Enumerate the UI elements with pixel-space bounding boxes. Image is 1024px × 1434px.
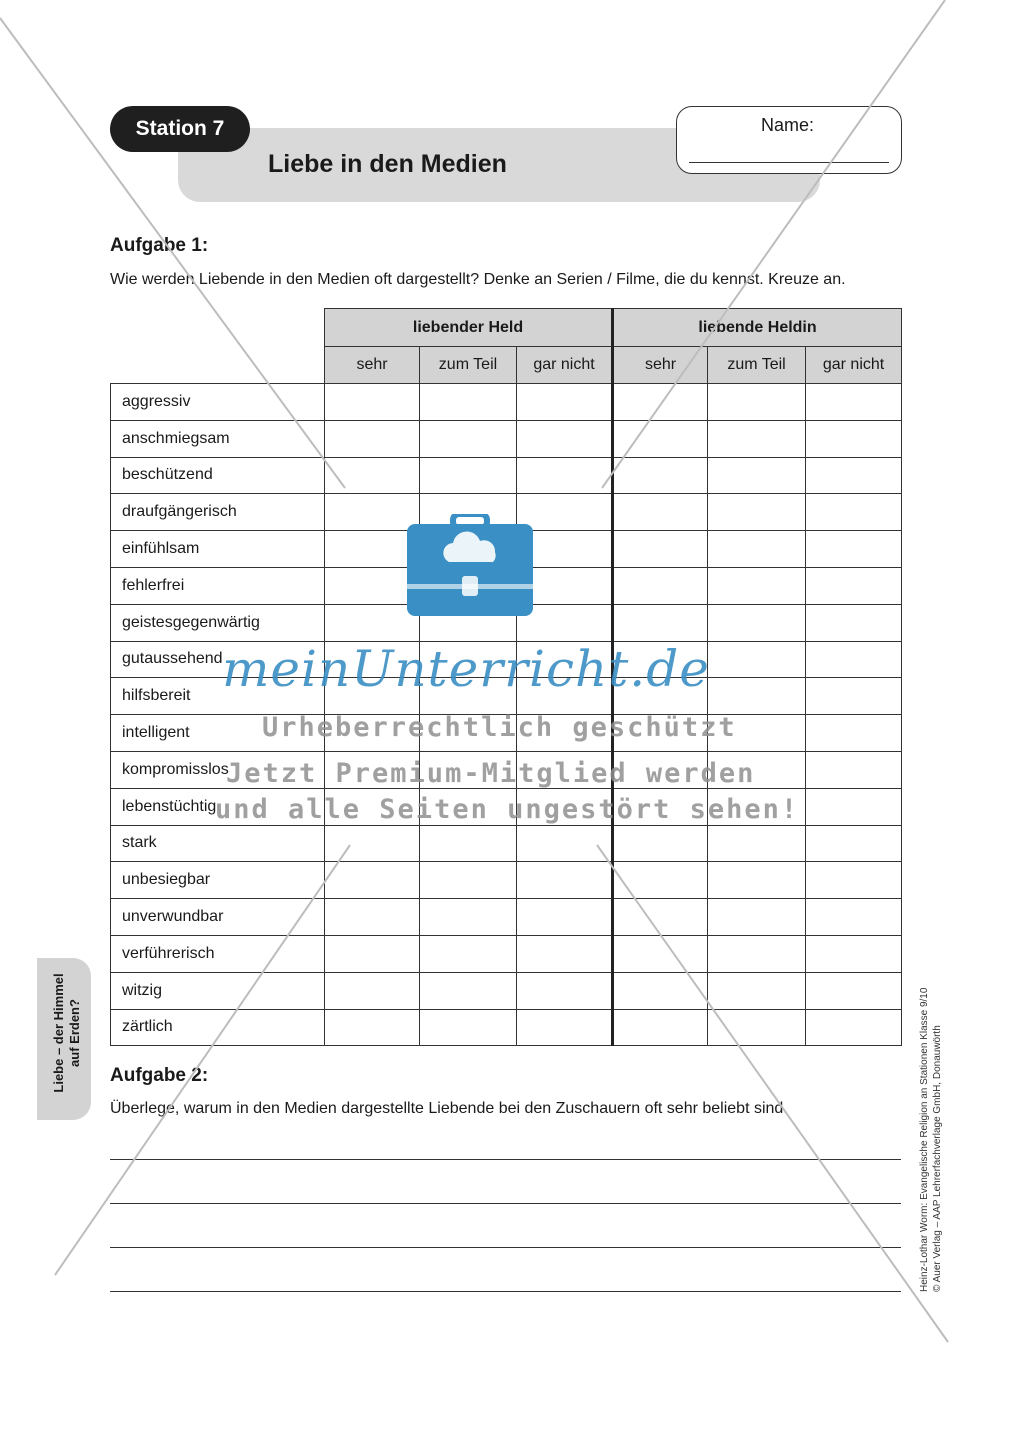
checkbox-cell[interactable] [325, 935, 420, 972]
table-row [111, 972, 902, 1009]
checkbox-cell[interactable] [708, 494, 806, 531]
checkbox-cell[interactable] [708, 457, 806, 494]
checkbox-cell[interactable] [517, 384, 613, 421]
checkbox-cell[interactable] [613, 862, 708, 899]
task1-instruction: Wie werden Liebende in den Medien oft dargestellt? Denke an Serien / Filme, die du kennst. Kreuze an. [110, 271, 846, 288]
row-label: hilfsbereit [111, 678, 325, 715]
checkbox-cell[interactable] [708, 825, 806, 862]
row-label: einfühlsam [111, 531, 325, 568]
checkbox-cell[interactable] [613, 457, 708, 494]
column-header: gar nicht [517, 347, 613, 384]
checkbox-cell[interactable] [806, 715, 902, 752]
row-label: lebenstüchtig [111, 788, 325, 825]
row-label: gutaussehend [111, 641, 325, 678]
checkbox-cell[interactable] [708, 935, 806, 972]
checkbox-cell[interactable] [806, 751, 902, 788]
credit-text [918, 952, 944, 1292]
name-line [689, 162, 889, 163]
row-label: unverwundbar [111, 899, 325, 936]
row-label: witzig [111, 972, 325, 1009]
checkbox-cell[interactable] [420, 862, 517, 899]
checkbox-cell[interactable] [420, 972, 517, 1009]
checkbox-cell[interactable] [708, 420, 806, 457]
credit-line2: © Auer Verlag – AAP Lehrerfachverlage GmbH, Donauwörth [932, 1025, 943, 1292]
checkbox-cell[interactable] [325, 1009, 420, 1046]
checkbox-cell[interactable] [806, 604, 902, 641]
task2-title: Aufgabe 2: [110, 1065, 209, 1086]
table-row [111, 899, 902, 936]
answer-line[interactable] [110, 1291, 901, 1292]
side-tab-text [51, 958, 83, 1108]
checkbox-cell[interactable] [806, 384, 902, 421]
checkbox-cell[interactable] [806, 457, 902, 494]
table-row [111, 457, 902, 494]
row-label: geistesgegenwärtig [111, 604, 325, 641]
checkbox-cell[interactable] [806, 531, 902, 568]
watermark-line3: und alle Seiten ungestört sehen! [215, 794, 800, 825]
checkbox-cell[interactable] [325, 384, 420, 421]
table-row [111, 825, 902, 862]
checkbox-cell[interactable] [708, 899, 806, 936]
row-label: unbesiegbar [111, 862, 325, 899]
table-corner [111, 309, 325, 384]
checkbox-cell[interactable] [613, 935, 708, 972]
checkbox-cell[interactable] [613, 972, 708, 1009]
checkbox-cell[interactable] [517, 972, 613, 1009]
checkbox-cell[interactable] [325, 420, 420, 457]
checkbox-cell[interactable] [708, 531, 806, 568]
checkbox-cell[interactable] [517, 935, 613, 972]
checkbox-cell[interactable] [613, 384, 708, 421]
checkbox-cell[interactable] [517, 899, 613, 936]
checkbox-cell[interactable] [420, 420, 517, 457]
checkbox-cell[interactable] [613, 567, 708, 604]
row-label: draufgängerisch [111, 494, 325, 531]
side-tab [37, 958, 91, 1120]
checkbox-cell[interactable] [325, 972, 420, 1009]
column-header: sehr [613, 347, 708, 384]
page-title: Liebe in den Medien [268, 150, 507, 178]
table-row [111, 420, 902, 457]
checkbox-cell[interactable] [806, 420, 902, 457]
task1-title: Aufgabe 1: [110, 235, 209, 256]
checkbox-cell[interactable] [517, 457, 613, 494]
row-label: stark [111, 825, 325, 862]
checkbox-cell[interactable] [806, 678, 902, 715]
checkbox-cell[interactable] [613, 531, 708, 568]
side-tab-line1: Liebe – der Himmel [51, 973, 66, 1093]
answer-line[interactable] [110, 1247, 901, 1248]
checkbox-cell[interactable] [708, 604, 806, 641]
column-header: gar nicht [806, 347, 902, 384]
checkbox-cell[interactable] [806, 862, 902, 899]
checkbox-cell[interactable] [806, 567, 902, 604]
checkbox-cell[interactable] [806, 899, 902, 936]
checkbox-cell[interactable] [420, 1009, 517, 1046]
checkbox-cell[interactable] [325, 457, 420, 494]
checkbox-cell[interactable] [613, 604, 708, 641]
checkbox-cell[interactable] [708, 678, 806, 715]
table-row [111, 1009, 902, 1046]
checkbox-cell[interactable] [613, 825, 708, 862]
row-label: verführerisch [111, 935, 325, 972]
checkbox-cell[interactable] [806, 935, 902, 972]
checkbox-cell[interactable] [806, 788, 902, 825]
row-label: anschmiegsam [111, 420, 325, 457]
watermark-line1: Urheberrechtlich geschützt [262, 712, 737, 743]
checkbox-cell[interactable] [517, 420, 613, 457]
watermark-line2: Jetzt Premium-Mitglied werden [226, 758, 756, 789]
side-tab-line2: auf Erden? [67, 999, 82, 1067]
checkbox-cell[interactable] [420, 384, 517, 421]
credit-line1: Heinz-Lothar Worm: Evangelische Religion an Stationen Klasse 9/10 [919, 987, 930, 1292]
row-label: fehlerfrei [111, 567, 325, 604]
briefcase-cloud-icon [405, 514, 535, 618]
checkbox-cell[interactable] [708, 972, 806, 1009]
checkbox-cell[interactable] [420, 899, 517, 936]
checkbox-cell[interactable] [708, 1009, 806, 1046]
checkbox-cell[interactable] [325, 825, 420, 862]
checkbox-cell[interactable] [613, 420, 708, 457]
row-label: intelligent [111, 715, 325, 752]
checkbox-cell[interactable] [806, 641, 902, 678]
watermark-brand: meinUnterricht.de [222, 640, 710, 698]
checkbox-cell[interactable] [613, 1009, 708, 1046]
column-header: zum Teil [420, 347, 517, 384]
row-label: zärtlich [111, 1009, 325, 1046]
table-row [111, 862, 902, 899]
name-box[interactable] [676, 106, 902, 174]
checkbox-cell[interactable] [420, 825, 517, 862]
checkbox-cell[interactable] [613, 899, 708, 936]
row-label: aggressiv [111, 384, 325, 421]
column-header: zum Teil [708, 347, 806, 384]
checkbox-cell[interactable] [708, 384, 806, 421]
checkbox-cell[interactable] [420, 935, 517, 972]
task2-instruction: Überlege, warum in den Medien dargestellte Liebende bei den Zuschauern oft sehr beliebt sind. [110, 1100, 788, 1117]
column-header: sehr [325, 347, 420, 384]
table-row [111, 935, 902, 972]
checkbox-cell[interactable] [806, 1009, 902, 1046]
checkbox-cell[interactable] [613, 494, 708, 531]
checkbox-cell[interactable] [708, 641, 806, 678]
checkbox-cell[interactable] [517, 862, 613, 899]
checkbox-cell[interactable] [806, 494, 902, 531]
checkbox-cell[interactable] [806, 972, 902, 1009]
checkbox-cell[interactable] [708, 567, 806, 604]
checkbox-cell[interactable] [517, 1009, 613, 1046]
answer-line[interactable] [110, 1159, 901, 1160]
row-label: beschützend [111, 457, 325, 494]
checkbox-cell[interactable] [325, 899, 420, 936]
row-label: kompromisslos [111, 751, 325, 788]
table-row [111, 384, 902, 421]
group-header-heldin: liebende Heldin [613, 309, 902, 347]
checkbox-cell[interactable] [806, 825, 902, 862]
name-label: Name: [761, 115, 815, 135]
checkbox-cell[interactable] [325, 862, 420, 899]
checkbox-cell[interactable] [517, 825, 613, 862]
checkbox-cell[interactable] [420, 457, 517, 494]
checkbox-cell[interactable] [708, 862, 806, 899]
group-header-held: liebender Held [325, 309, 613, 347]
station-badge: Station 7 [110, 106, 250, 152]
answer-line[interactable] [110, 1203, 901, 1204]
